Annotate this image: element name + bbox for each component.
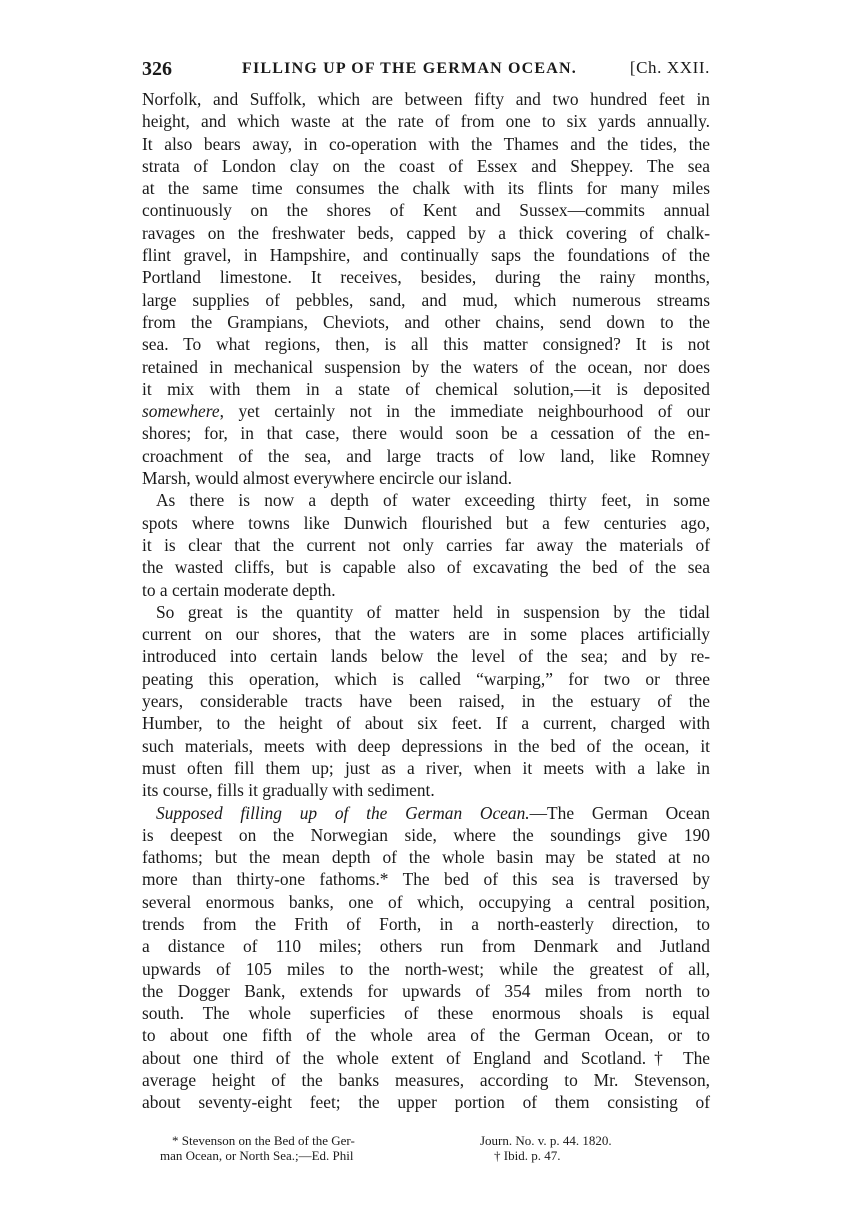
text-line: introduced into certain lands below the level of the sea; and by re-: [142, 646, 710, 667]
text-line: current on our shores, that the waters are in some places artificially: [142, 624, 710, 645]
paragraph: [142, 802, 710, 1114]
footnote-left: [160, 1133, 450, 1163]
text-line: So great is the quantity of matter held in suspension by the tidal: [156, 601, 710, 622]
text-line: Norfolk, and Suffolk, which are between fifty and two hundred feet in: [142, 89, 710, 109]
text-line: trends from the Frith of Forth, in a north-easterly direction, to: [142, 913, 710, 934]
text-line: about one third of the whole extent of England and Scotland.† The: [142, 1047, 710, 1068]
text-line: south. The whole superficies of these enormous shoals is equal: [142, 1003, 710, 1024]
text-line: Portland limestone. It receives, besides, during the rainy months,: [142, 267, 710, 288]
text-line: is deepest on the Norwegian side, where the soundings give 190: [142, 824, 710, 845]
text-line: sea. To what regions, then, is all this matter consigned? It is not: [142, 334, 710, 355]
section-heading: Supposed filling up of the German Ocean.: [156, 802, 530, 823]
text-line: continuously on the shores of Kent and Sussex—commits annual: [142, 200, 710, 221]
text-line: a distance of 110 miles; others run from Denmark and Jutland: [142, 936, 710, 957]
text-line: upwards of 105 miles to the north-west; while the greatest of all,: [142, 958, 710, 979]
footnote-right: [480, 1133, 680, 1163]
text-line: Humber, to the height of about six feet. If a current, charged with: [142, 713, 710, 734]
text-line: shores; for, in that case, there would soon be a cessation of the en-: [142, 423, 710, 444]
text-line: from the Grampians, Cheviots, and other chains, send down to the: [142, 311, 710, 332]
paragraph: [142, 489, 710, 600]
footnote-line: man Ocean, or North Sea.;—Ed. Phil: [160, 1148, 354, 1163]
running-title: FILLING UP OF THE GERMAN OCEAN.: [242, 60, 578, 77]
text-line: such materials, meets with deep depressions in the bed of the ocean, it: [142, 735, 710, 756]
text-line: must often fill them up; just as a river, when it meets with a lake in: [142, 757, 710, 778]
text-line: years, considerable tracts have been raised, in the estuary of the: [142, 691, 710, 712]
section-heading-line: [142, 802, 710, 824]
text-line: fathoms; but the mean depth of the whole basin may be stated at no: [142, 847, 710, 868]
footnote-line: * Stevenson on the Bed of the Ger-: [172, 1133, 355, 1148]
page-number: 326: [142, 58, 172, 80]
text-line: several enormous banks, one of which, occupying a central position,: [142, 891, 710, 912]
text-line: height, and which waste at the rate of from one to six yards annually.: [142, 111, 710, 132]
text-line: spots where towns like Dunwich flourished but a few centuries ago,: [142, 512, 710, 533]
text-line: it is clear that the current not only carries far away the materials of: [142, 534, 710, 555]
text-line: the Dogger Bank, extends for upwards of 354 miles from north to: [142, 980, 710, 1001]
body-text: [142, 88, 710, 1114]
text-line: its course, fills it gradually with sediment.: [142, 780, 435, 801]
text-line: ravages on the freshwater beds, capped by a thick covering of chalk-: [142, 222, 710, 243]
text-line: average height of the banks measures, according to Mr. Stevenson,: [142, 1070, 710, 1091]
text-line: it mix with them in a state of chemical solution,—it is deposited: [142, 378, 710, 399]
text-line: strata of London clay on the coast of Essex and Sheppey. The sea: [142, 155, 710, 176]
paragraph: [142, 88, 710, 489]
italic-word: somewhere: [142, 401, 220, 422]
text-line: Marsh, would almost everywhere encircle our island.: [142, 468, 512, 489]
text-line: large supplies of pebbles, sand, and mud, which numerous streams: [142, 289, 710, 310]
paragraph: [142, 601, 710, 802]
text-line: flint gravel, in Hampshire, and continually saps the foundations of the: [142, 245, 710, 266]
footnote-line: Journ. No. v. p. 44. 1820.: [480, 1133, 612, 1148]
text-line: the wasted cliffs, but is capable also of excavating the bed of the sea: [142, 557, 710, 578]
text-line: at the same time consumes the chalk with its flints for many miles: [142, 178, 710, 199]
heading-continuation: —The German Ocean: [529, 802, 711, 823]
text-line: It also bears away, in co-operation with the Thames and the tides, the: [142, 133, 710, 154]
text-line: retained in mechanical suspension by the waters of the ocean, nor does: [142, 356, 710, 377]
text-line: more than thirty-one fathoms.* The bed of this sea is traversed by: [142, 869, 710, 890]
page-header: [142, 58, 710, 84]
text-line: croachment of the sea, and large tracts of low land, like Romney: [142, 445, 710, 466]
text-line: to about one fifth of the whole area of the German Ocean, or to: [142, 1025, 710, 1046]
chapter-marker: [Ch. XXII.: [629, 58, 710, 77]
text-line-italic-start: somewhere, yet certainly not in the immediate neighbourhood of our: [142, 401, 710, 422]
text-line: peating this operation, which is called “warping,” for two or three: [142, 668, 710, 689]
footnote-line: † Ibid. p. 47.: [494, 1148, 561, 1163]
text-line: about seventy-eight feet; the upper portion of them consisting of: [142, 1092, 710, 1113]
text-line: As there is now a depth of water exceeding thirty feet, in some: [156, 490, 710, 511]
text-line: to a certain moderate depth.: [142, 579, 336, 600]
